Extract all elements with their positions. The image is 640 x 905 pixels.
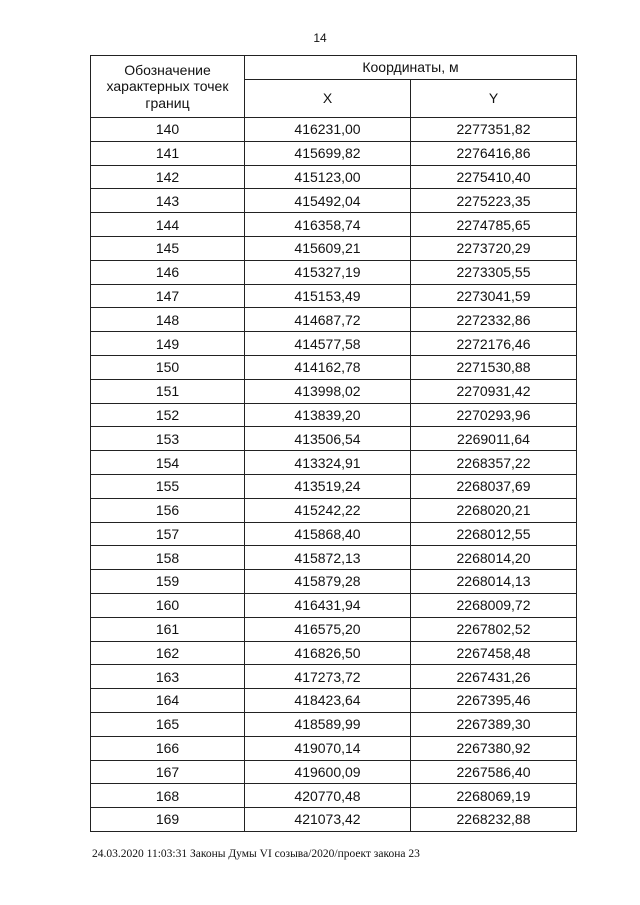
coordinates-header: Координаты, м xyxy=(245,56,577,80)
y-cell: 2267802,52 xyxy=(411,617,577,641)
point-cell: 145 xyxy=(91,236,245,260)
y-cell: 2275223,35 xyxy=(411,189,577,213)
y-cell: 2267389,30 xyxy=(411,712,577,736)
point-cell: 148 xyxy=(91,308,245,332)
y-cell: 2272176,46 xyxy=(411,332,577,356)
table-body xyxy=(91,118,577,832)
x-cell: 418589,99 xyxy=(245,712,411,736)
table-row xyxy=(91,427,577,451)
footer-stamp: 24.03.2020 11:03:31 Законы Думы VI созыва/2020/проект закона 23 xyxy=(92,848,420,860)
y-cell: 2268357,22 xyxy=(411,451,577,475)
y-cell: 2268012,55 xyxy=(411,522,577,546)
x-cell: 414577,58 xyxy=(245,332,411,356)
y-cell: 2275410,40 xyxy=(411,165,577,189)
point-cell: 152 xyxy=(91,403,245,427)
y-cell: 2277351,82 xyxy=(411,118,577,142)
x-cell: 413519,24 xyxy=(245,474,411,498)
table-row xyxy=(91,355,577,379)
point-cell: 149 xyxy=(91,332,245,356)
y-column-header: Y xyxy=(411,79,577,117)
x-column-header: X xyxy=(245,79,411,117)
point-cell: 160 xyxy=(91,593,245,617)
table-row xyxy=(91,617,577,641)
y-cell: 2268037,69 xyxy=(411,474,577,498)
point-cell: 151 xyxy=(91,379,245,403)
table-row xyxy=(91,189,577,213)
x-cell: 413324,91 xyxy=(245,451,411,475)
x-cell: 415123,00 xyxy=(245,165,411,189)
y-cell: 2272332,86 xyxy=(411,308,577,332)
table-row xyxy=(91,736,577,760)
x-cell: 416826,50 xyxy=(245,641,411,665)
x-cell: 414687,72 xyxy=(245,308,411,332)
point-cell: 169 xyxy=(91,808,245,832)
point-designation-header: Обозначение характерных точек границ xyxy=(91,56,245,118)
point-cell: 159 xyxy=(91,570,245,594)
table-row xyxy=(91,712,577,736)
y-cell: 2268069,19 xyxy=(411,784,577,808)
y-cell: 2273041,59 xyxy=(411,284,577,308)
point-cell: 158 xyxy=(91,546,245,570)
y-cell: 2273305,55 xyxy=(411,260,577,284)
x-cell: 413839,20 xyxy=(245,403,411,427)
table-row xyxy=(91,379,577,403)
x-cell: 416358,74 xyxy=(245,213,411,237)
x-cell: 419600,09 xyxy=(245,760,411,784)
y-cell: 2268014,20 xyxy=(411,546,577,570)
x-cell: 415492,04 xyxy=(245,189,411,213)
x-cell: 419070,14 xyxy=(245,736,411,760)
x-cell: 415879,28 xyxy=(245,570,411,594)
y-cell: 2270931,42 xyxy=(411,379,577,403)
point-cell: 146 xyxy=(91,260,245,284)
point-cell: 144 xyxy=(91,213,245,237)
point-cell: 164 xyxy=(91,689,245,713)
point-cell: 167 xyxy=(91,760,245,784)
x-cell: 413998,02 xyxy=(245,379,411,403)
point-cell: 157 xyxy=(91,522,245,546)
table-row xyxy=(91,570,577,594)
y-cell: 2271530,88 xyxy=(411,355,577,379)
y-cell: 2269011,64 xyxy=(411,427,577,451)
y-cell: 2273720,29 xyxy=(411,236,577,260)
point-cell: 162 xyxy=(91,641,245,665)
point-cell: 141 xyxy=(91,141,245,165)
table-row xyxy=(91,141,577,165)
table-row xyxy=(91,284,577,308)
point-cell: 155 xyxy=(91,474,245,498)
y-cell: 2268009,72 xyxy=(411,593,577,617)
x-cell: 415242,22 xyxy=(245,498,411,522)
y-cell: 2267431,26 xyxy=(411,665,577,689)
table-row xyxy=(91,308,577,332)
x-cell: 418423,64 xyxy=(245,689,411,713)
y-cell: 2267395,46 xyxy=(411,689,577,713)
y-cell: 2274785,65 xyxy=(411,213,577,237)
table-row xyxy=(91,546,577,570)
y-cell: 2267380,92 xyxy=(411,736,577,760)
y-cell: 2276416,86 xyxy=(411,141,577,165)
table-row xyxy=(91,165,577,189)
point-cell: 153 xyxy=(91,427,245,451)
x-cell: 415872,13 xyxy=(245,546,411,570)
table-row xyxy=(91,689,577,713)
y-cell: 2268232,88 xyxy=(411,808,577,832)
point-cell: 154 xyxy=(91,451,245,475)
y-cell: 2270293,96 xyxy=(411,403,577,427)
point-cell: 143 xyxy=(91,189,245,213)
table-header xyxy=(91,56,577,118)
x-cell: 413506,54 xyxy=(245,427,411,451)
point-cell: 140 xyxy=(91,118,245,142)
y-cell: 2268020,21 xyxy=(411,498,577,522)
y-cell: 2267458,48 xyxy=(411,641,577,665)
x-cell: 421073,42 xyxy=(245,808,411,832)
point-cell: 168 xyxy=(91,784,245,808)
table-row xyxy=(91,593,577,617)
x-cell: 416231,00 xyxy=(245,118,411,142)
table-row xyxy=(91,213,577,237)
table-row xyxy=(91,474,577,498)
table-row xyxy=(91,522,577,546)
table-row xyxy=(91,236,577,260)
page-number: 14 xyxy=(313,31,327,45)
table-row xyxy=(91,641,577,665)
x-cell: 420770,48 xyxy=(245,784,411,808)
table-row xyxy=(91,498,577,522)
x-cell: 415327,19 xyxy=(245,260,411,284)
table-row xyxy=(91,118,577,142)
table-row xyxy=(91,808,577,832)
point-cell: 147 xyxy=(91,284,245,308)
x-cell: 415153,49 xyxy=(245,284,411,308)
y-cell: 2267586,40 xyxy=(411,760,577,784)
table-row xyxy=(91,332,577,356)
x-cell: 414162,78 xyxy=(245,355,411,379)
x-cell: 416431,94 xyxy=(245,593,411,617)
point-cell: 150 xyxy=(91,355,245,379)
x-cell: 417273,72 xyxy=(245,665,411,689)
x-cell: 415609,21 xyxy=(245,236,411,260)
table-row xyxy=(91,451,577,475)
point-cell: 142 xyxy=(91,165,245,189)
x-cell: 416575,20 xyxy=(245,617,411,641)
point-cell: 156 xyxy=(91,498,245,522)
y-cell: 2268014,13 xyxy=(411,570,577,594)
x-cell: 415868,40 xyxy=(245,522,411,546)
point-cell: 166 xyxy=(91,736,245,760)
point-cell: 161 xyxy=(91,617,245,641)
point-cell: 165 xyxy=(91,712,245,736)
point-cell: 163 xyxy=(91,665,245,689)
table-row xyxy=(91,665,577,689)
table-row xyxy=(91,260,577,284)
table-row xyxy=(91,784,577,808)
table-row xyxy=(91,760,577,784)
coordinates-table xyxy=(90,55,577,832)
table-row xyxy=(91,403,577,427)
x-cell: 415699,82 xyxy=(245,141,411,165)
